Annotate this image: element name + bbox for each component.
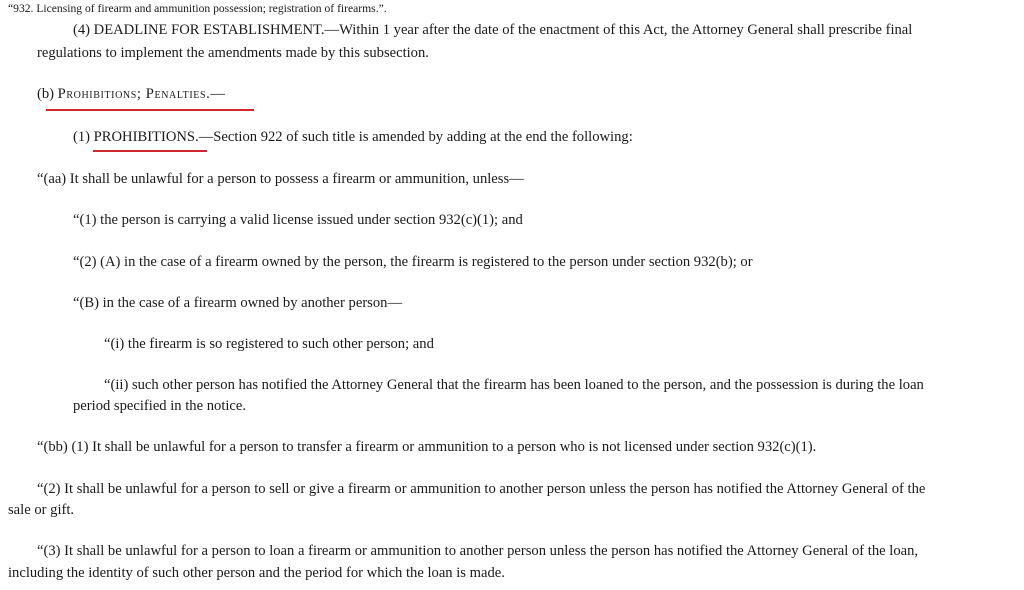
paragraph-aa-2a-text: “(2) (A) in the case of a firearm owned by the person, the firearm is registered to the person under section 932(b); or bbox=[73, 254, 753, 270]
prohibitions-paragraph bbox=[73, 127, 633, 147]
paragraph-aa bbox=[37, 169, 524, 189]
paragraph-bb-3-text-line1: “(3) It shall be unlawful for a person to loan a firearm or ammunition to another person unless the person has notified the Attorney General of the loan, bbox=[37, 543, 919, 559]
deadline-paragraph-line1 bbox=[73, 20, 912, 40]
paragraph-aa-b bbox=[73, 293, 402, 313]
deadline-text-line1: —Within 1 year after the date of the enactment of this Act, the Attorney General shall prescribe final bbox=[324, 22, 913, 38]
paragraph-aa-b-ii-line1 bbox=[104, 375, 924, 395]
subsection-b-title: Prohibitions; Penalties. bbox=[57, 86, 211, 102]
deadline-paragraph-line2 bbox=[37, 43, 429, 63]
paragraph-aa-b-i-text: “(i) the firearm is so registered to such other person; and bbox=[104, 336, 434, 352]
deadline-text-line2: regulations to implement the amendments made by this subsection. bbox=[37, 45, 429, 61]
subsection-b-prefix: (b) bbox=[37, 86, 58, 102]
paragraph-aa-b-ii-line2 bbox=[73, 396, 246, 416]
annotation-underline-subsection-b bbox=[46, 109, 254, 111]
paragraph-aa-1 bbox=[73, 210, 523, 230]
paragraph-bb-2-line2 bbox=[8, 500, 74, 520]
section-heading-932 bbox=[8, 2, 387, 16]
prohibitions-text: —Section 922 of such title is amended by adding at the end the following: bbox=[198, 129, 633, 145]
paragraph-aa-b-ii-text-line2: period specified in the notice. bbox=[73, 398, 247, 414]
paragraph-bb-3-line1 bbox=[37, 541, 918, 561]
paragraph-bb-3-text-line2: including the identity of such other person and the period for which the loan is made. bbox=[8, 565, 505, 581]
paragraph-bb-2-text-line2: sale or gift. bbox=[8, 502, 75, 518]
deadline-heading: DEADLINE FOR ESTABLISHMENT. bbox=[93, 22, 325, 38]
prohibitions-prefix: (1) bbox=[73, 129, 94, 145]
paragraph-bb-2-text-line1: “(2) It shall be unlawful for a person to sell or give a firearm or ammunition to another person unless the person has notified the Attorney General of the bbox=[37, 481, 926, 497]
annotation-underline-prohibitions bbox=[93, 150, 207, 152]
paragraph-aa-b-i bbox=[104, 334, 434, 354]
paragraph-aa-2a bbox=[73, 252, 753, 272]
paragraph-bb-2-line1 bbox=[37, 479, 925, 499]
subsection-b-heading bbox=[37, 84, 225, 104]
paragraph-aa-b-text: “(B) in the case of a firearm owned by another person— bbox=[73, 295, 403, 311]
paragraph-bb-1-text: “(bb) (1) It shall be unlawful for a person to transfer a firearm or ammunition to a person who is not licensed under section 932(c)(1). bbox=[37, 439, 817, 455]
prohibitions-heading: PROHIBITIONS. bbox=[93, 129, 199, 145]
paragraph-aa-b-ii-text-line1: “(ii) such other person has notified the Attorney General that the firearm has been loaned to the person, and the possession is during the loan bbox=[104, 377, 924, 393]
subsection-b-dash: — bbox=[210, 86, 225, 102]
header-text: “932. Licensing of firearm and ammunition possession; registration of firearms.”. bbox=[8, 2, 387, 15]
paragraph-aa-text: “(aa) It shall be unlawful for a person to possess a firearm or ammunition, unless— bbox=[37, 171, 524, 187]
paragraph-bb-3-line2 bbox=[8, 563, 505, 583]
deadline-prefix: (4) bbox=[73, 22, 94, 38]
paragraph-aa-1-text: “(1) the person is carrying a valid license issued under section 932(c)(1); and bbox=[73, 212, 523, 228]
paragraph-bb-1 bbox=[37, 437, 816, 457]
